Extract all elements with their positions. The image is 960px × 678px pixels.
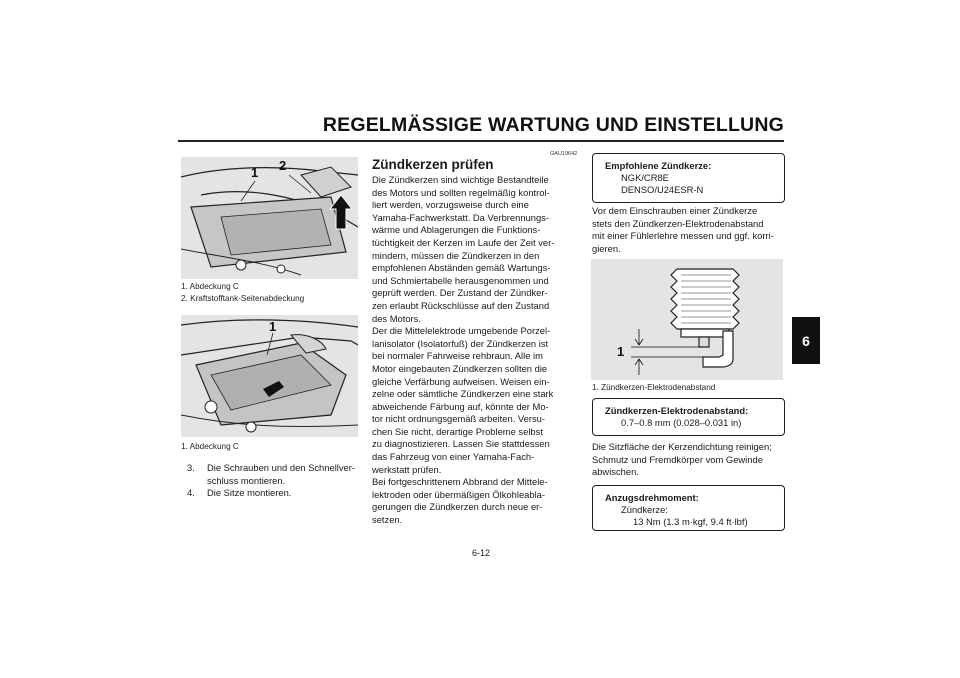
text-line: lektroden oder übermäßigen Ölkohleabla- [372, 488, 546, 500]
text-line: Schmutz und Fremdkörper vom Gewinde [592, 453, 763, 465]
text-line: gieren. [592, 242, 621, 254]
caption-line: 1. Zündkerzen-Elektrodenabstand [592, 383, 716, 392]
step-number: 3. [187, 462, 195, 473]
text-line: Bei fortgeschrittenem Abbrand der Mittele- [372, 476, 548, 488]
text-line: liert werden, vorzugsweise durch eine [372, 199, 529, 211]
text-line: bei normaler Fahrweise rehbraun. Alle im [372, 350, 543, 362]
box-value: Zündkerze: [621, 504, 668, 515]
text-line: werkstatt prüfen. [372, 463, 442, 475]
box-title: Zündkerzen-Elektrodenabstand: [605, 405, 749, 416]
text-line: zen erlaubt Rückschlüsse auf den Zustand [372, 299, 550, 311]
paragraph [372, 174, 577, 325]
text-line: setzen. [372, 514, 403, 526]
text-line: des Motors. [372, 312, 421, 324]
step-number: 4. [187, 487, 195, 499]
text-line: gerungen die Zündkerzen durch neue er- [372, 501, 543, 513]
step-text: Die Sitze montieren. [207, 487, 292, 499]
list-item [187, 462, 355, 487]
electrode-gap-box [592, 398, 785, 436]
text-line: Motor eingebauten Zündkerzen sollten die [372, 362, 548, 374]
header-rule [178, 140, 784, 142]
text-line: das Fahrzeug von einer Yamaha-Fach- [372, 451, 535, 463]
paragraph [372, 476, 577, 526]
text-line: zelne oder sämtliche Zündkerzen eine stark [372, 388, 554, 400]
page-number: 6-12 [472, 548, 491, 558]
figure-caption [592, 382, 715, 394]
spark-plug-illustration [591, 259, 783, 380]
caption-line: 2. Kraftstofftank-Seitenabdeckung [181, 294, 305, 303]
text-line: Yamaha-Fachwerkstatt. Da Verbrennungs- [372, 211, 549, 223]
figure-label-1: 1 [269, 319, 277, 334]
text-line: abweichende Färbung auf, könnte der Mo- [372, 400, 549, 412]
text-line: wärme und Ablagerungen die Funktions- [372, 224, 541, 236]
figure-spark-plug-gap [591, 259, 783, 380]
text-line: empfohlenen Abständen gemäß Wartungs- [372, 262, 551, 274]
text-line: tüchtigkeit der Kerzen im Laufe der Zeit ver- [372, 236, 555, 248]
caption-line: 1. Abdeckung C [181, 442, 239, 451]
box-value: NGK/CR8E [621, 172, 669, 183]
text-line: gleiche Verfärbung aufweisen. Weisen ein- [372, 375, 550, 387]
figure-caption [181, 281, 304, 305]
text-line: Die Sitzfläche der Kerzendichtung reinigen; [592, 441, 772, 452]
caption-line: 1. Abdeckung C [181, 282, 239, 291]
box-title: Anzugsdrehmoment: [605, 492, 699, 503]
figure-caption [181, 441, 239, 453]
page-header-title: REGELMÄSSIGE WARTUNG UND EINSTELLUNG [322, 114, 784, 136]
section-body [372, 174, 577, 527]
box-value: 0.7–0.8 mm (0.028–0.031 in) [621, 417, 742, 428]
gap-paragraph [592, 205, 792, 255]
cover-c-illustration [181, 315, 358, 437]
figure-label-2: 2 [279, 158, 287, 173]
chapter-tab[interactable]: 6 [792, 317, 820, 364]
section-title: Zündkerzen prüfen [372, 157, 494, 172]
text-line: Der die Mittelelektrode umgebende Porzel- [372, 325, 551, 337]
section-code: GAU19642 [550, 151, 578, 157]
text-line: zu diagnostizieren. Lassen Sie stattdessen [372, 438, 550, 450]
text-line: geprüft werden. Der Zustand der Zündker- [372, 287, 548, 299]
text-line: Die Zündkerzen sind wichtige Bestandteile [372, 174, 549, 185]
list-item [187, 487, 355, 500]
step-text: Die Schrauben und den Schnellver- [207, 462, 356, 473]
text-line: mit einer Fühlerlehre messen und ggf. korri- [592, 230, 774, 242]
step-list [187, 462, 355, 500]
figure-label-1: 1 [251, 165, 259, 180]
text-line: und Schmiertabelle herausgenommen und [372, 274, 549, 286]
box-title: Empfohlene Zündkerze: [605, 160, 712, 171]
text-line: des Motors und sollten regelmäßig kontrol- [372, 186, 550, 198]
torque-box [592, 485, 785, 531]
text-line: Vor dem Einschrauben einer Zündkerze [592, 205, 758, 216]
figure-seat-cover-removal [181, 157, 358, 279]
text-line: tor nicht ordnungsgemäß arbeiten. Versu- [372, 413, 546, 425]
paragraph [372, 325, 577, 476]
box-value: 13 Nm (1.3 m·kgf, 9.4 ft·lbf) [633, 516, 748, 527]
figure-label-1: 1 [617, 344, 625, 359]
text-line: stets den Zündkerzen-Elektrodenabstand [592, 217, 764, 229]
box-value: DENSO/U24ESR-N [621, 184, 704, 195]
text-line: abwischen. [592, 466, 639, 478]
text-line: lanisolator (Isolatorfuß) der Zündkerzen ist [372, 337, 549, 349]
text-line: chen Sie nicht, derartige Probleme selbst [372, 425, 543, 437]
figure-cover-c [181, 315, 358, 437]
clean-paragraph [592, 441, 792, 479]
step-text: schluss montieren. [207, 474, 286, 486]
text-line: mindern, müssen die Zündkerzen in den [372, 249, 540, 261]
seat-cover-illustration [181, 157, 358, 279]
recommended-spark-plug-box [592, 153, 785, 203]
